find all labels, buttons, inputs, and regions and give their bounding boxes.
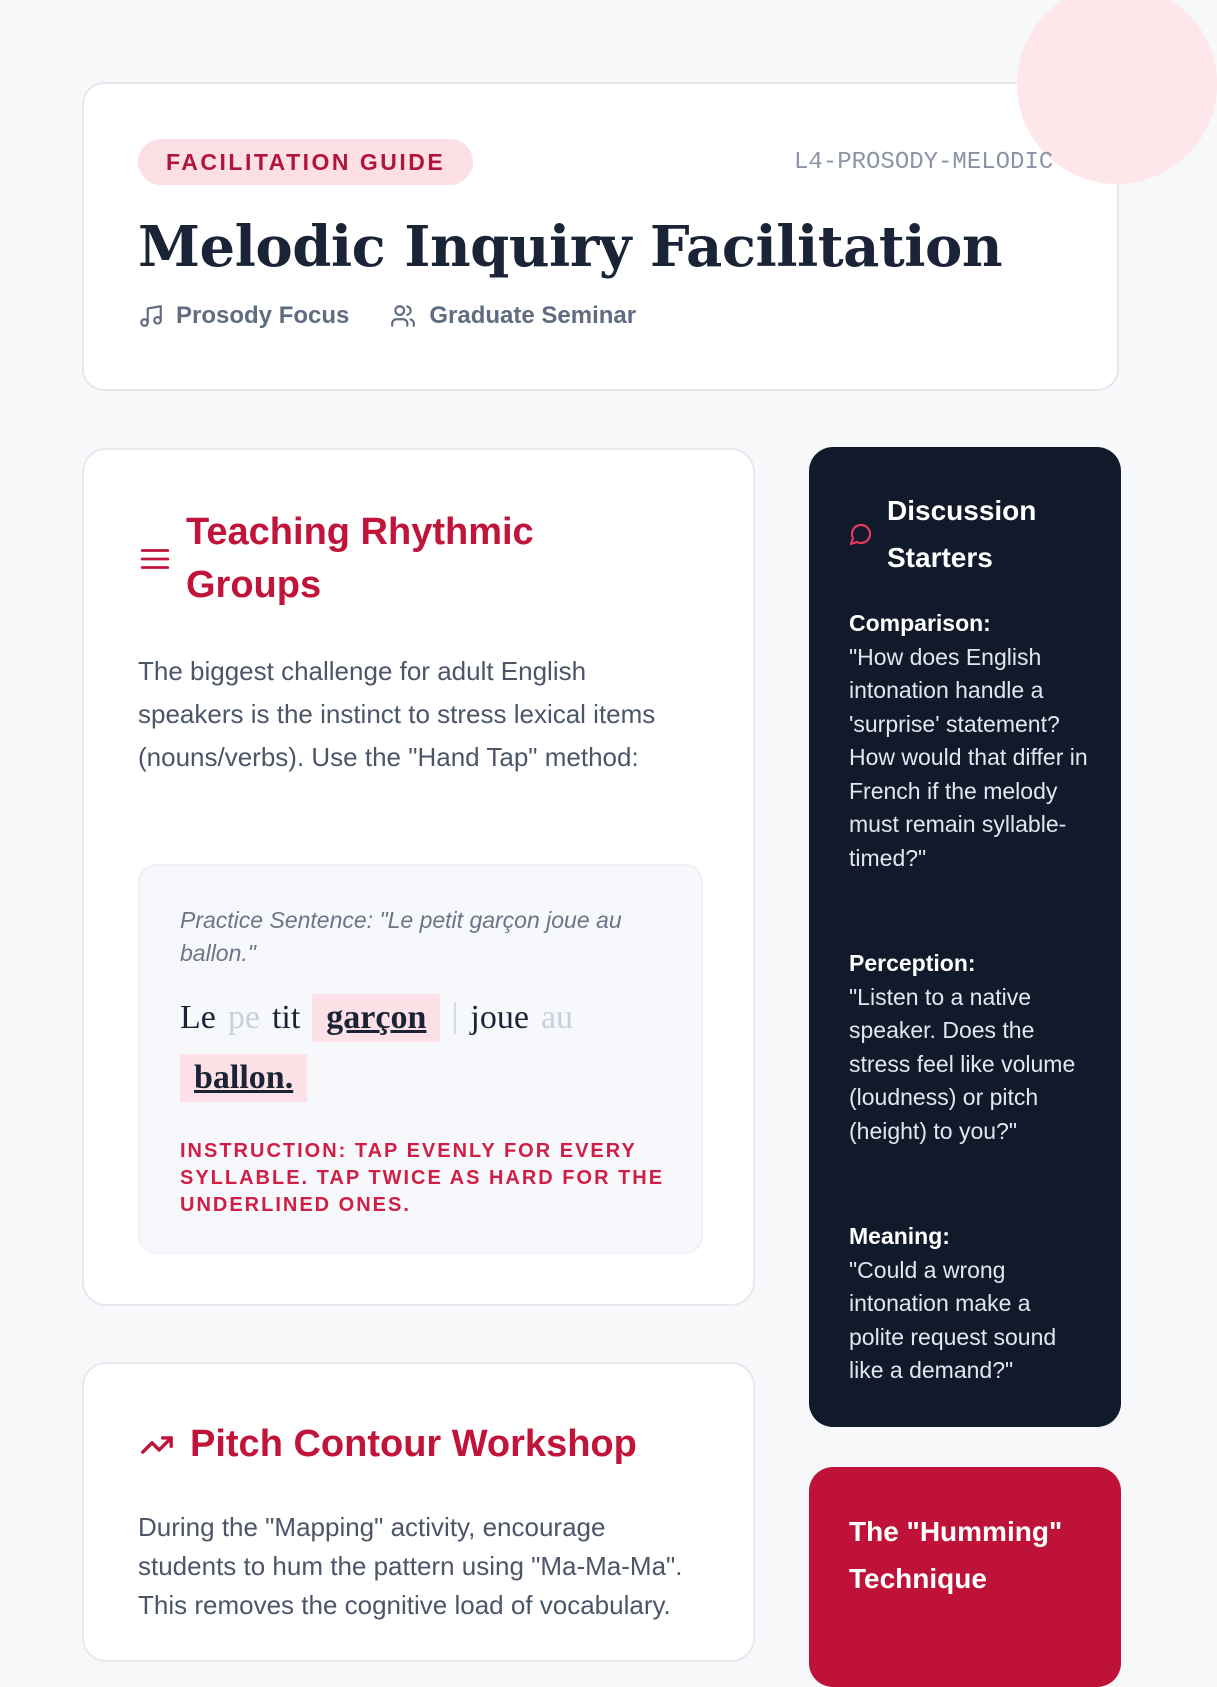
meta-label: Graduate Seminar: [429, 302, 637, 329]
prompt-comparison: [849, 607, 1089, 875]
syllable: Le: [180, 999, 216, 1036]
discussion-starters-panel: [809, 447, 1121, 1427]
practice-sentence-label: Practice Sentence: "Le petit garçon joue au ballon.": [180, 907, 622, 966]
chat-bubble-icon: [849, 522, 873, 546]
humming-technique-panel: [809, 1467, 1121, 1687]
prompt-text: "How does English intonation handle a 'surprise' statement? How would that differ in French if the melody must remain syllable-timed?": [849, 643, 1088, 871]
weak-syllable: au: [540, 999, 574, 1036]
prompt-text: "Listen to a native speaker. Does the stress feel like volume (loudness) or pitch (height) to you?": [849, 983, 1076, 1144]
header-card: [82, 82, 1119, 391]
panel-title: The "Humming" Technique: [849, 1516, 1063, 1594]
panel-title: Discussion Starters: [887, 495, 1037, 573]
page-title: Melodic Inquiry Facilitation: [138, 214, 1003, 280]
section-header: [138, 1418, 637, 1471]
prompt-meaning: [849, 1220, 1089, 1388]
guide-badge: FACILITATION GUIDE: [138, 139, 473, 185]
meta-graduate-seminar: [389, 302, 636, 330]
prompt-label: Comparison:: [849, 610, 991, 636]
section-body: The biggest challenge for adult English speakers is the instinct to stress lexical items (nouns/verbs). Use the "Hand Tap" method:: [138, 656, 656, 772]
stressed-syllable: garçon: [312, 994, 440, 1042]
pitch-contour-card: [82, 1362, 755, 1662]
meta-prosody-focus: [138, 302, 349, 330]
group-divider: [454, 1002, 456, 1034]
trending-up-icon: [138, 1428, 176, 1462]
section-header: [138, 506, 606, 612]
music-note-icon: [138, 303, 164, 329]
section-title: Pitch Contour Workshop: [190, 1423, 637, 1465]
prompt-text: "Could a wrong intonation make a polite request sound like a demand?": [849, 1256, 1057, 1383]
syllable: tit: [271, 999, 301, 1036]
document-code: L4-PROSODY-MELODIC: [794, 149, 1054, 176]
menu-lines-icon: [138, 542, 172, 576]
instruction-text: INSTRUCTION: TAP EVENLY FOR EVERY SYLLABLE. TAP TWICE AS HARD FOR THE UNDERLINED ONES.: [180, 1140, 665, 1216]
meta-label: Prosody Focus: [176, 302, 350, 329]
stressed-syllable: ballon.: [180, 1054, 307, 1102]
prompt-label: Perception:: [849, 950, 976, 976]
weak-syllable: pe: [227, 999, 260, 1036]
section-body: During the "Mapping" activity, encourage students to hum the pattern using "Ma-Ma-Ma". This removes the cognitive load of vocabulary.: [138, 1512, 683, 1620]
syllable: joue: [470, 999, 529, 1036]
practice-box: [138, 864, 703, 1254]
syllable-row: [180, 994, 670, 1114]
users-icon: [389, 303, 417, 329]
rhythmic-groups-card: [82, 448, 755, 1306]
prompt-perception: [849, 947, 1089, 1148]
prompt-label: Meaning:: [849, 1223, 950, 1249]
section-title: Teaching Rhythmic Groups: [186, 511, 534, 606]
panel-header: [849, 487, 1087, 581]
meta-row: [138, 302, 676, 330]
